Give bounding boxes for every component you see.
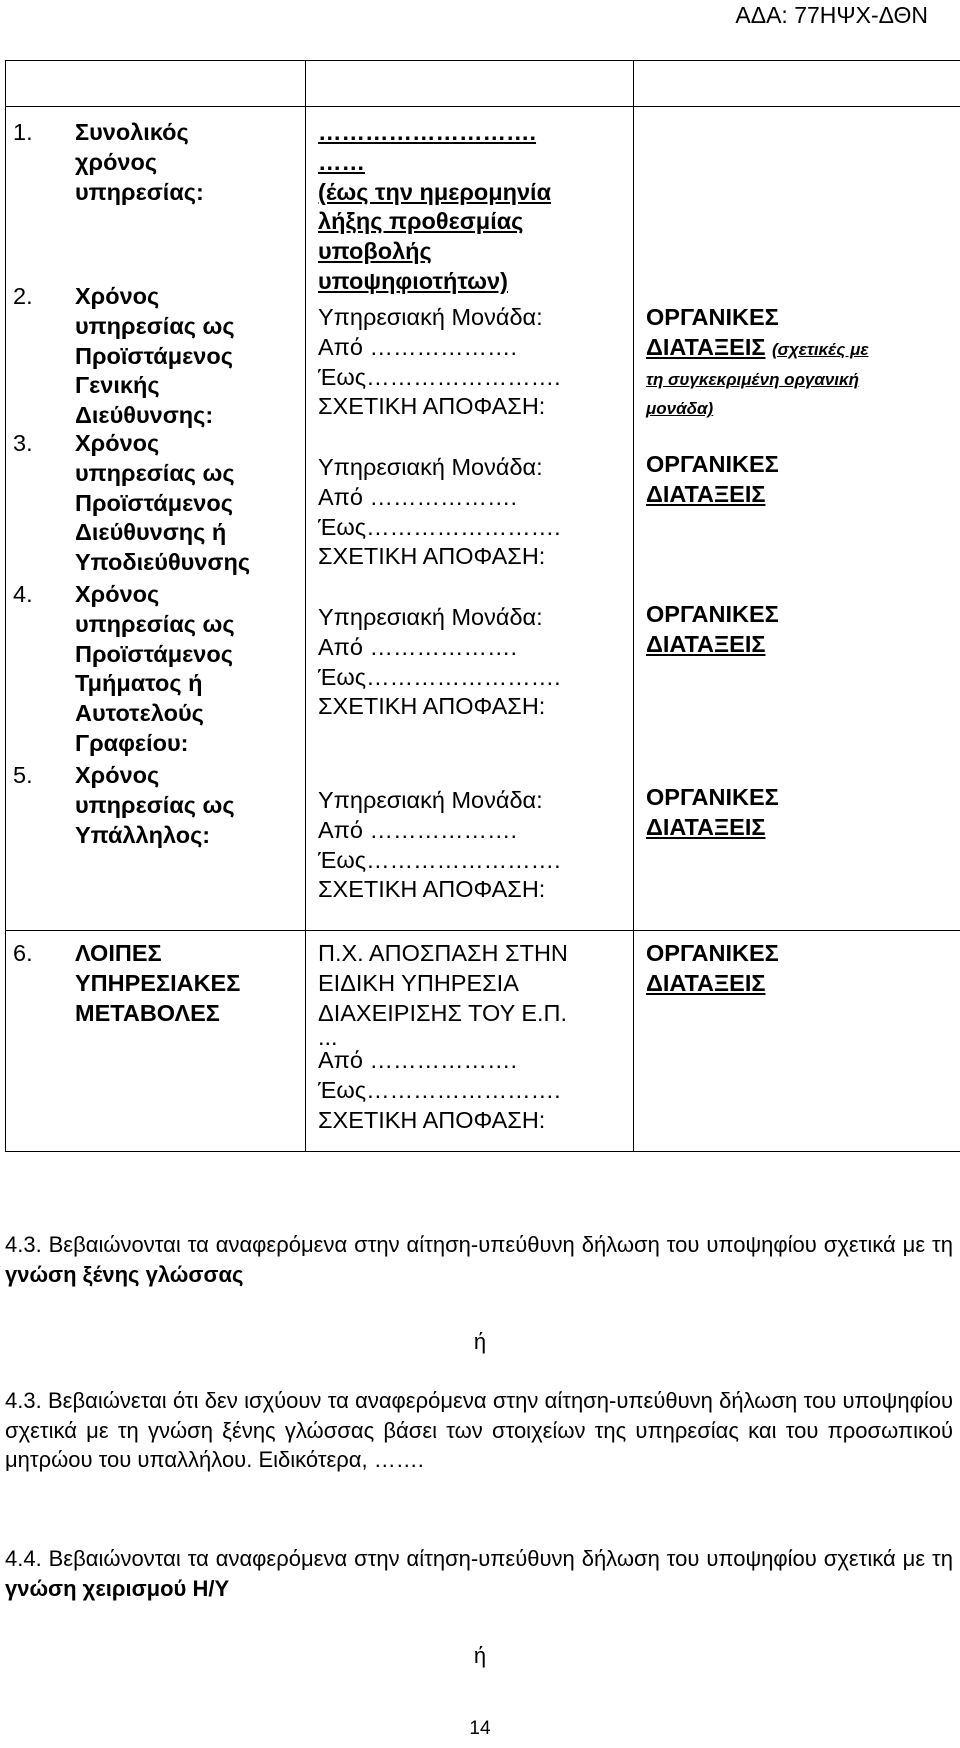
unit-block-3: Υπηρεσιακή Μονάδα: Από ………………. Έως……………………. ΣΧΕΤΙΚΗ ΑΠΟΦΑΣΗ:	[318, 454, 561, 570]
table-body-row	[6, 107, 960, 931]
org-provision-2: ΟΡΓΑΝΙΚΕΣ ΔΙΑΤΑΞΕΙΣ (σχετικές με τη συγκεκριμένη οργανική μονάδα)	[646, 304, 869, 419]
row-1-label: 1. Συνολικός χρόνος υπηρεσίας:	[13, 119, 204, 205]
other-changes-block: Π.Χ. ΑΠΟΣΠΑΣΗ ΣΤΗΝ ΕΙΔΙΚΗ ΥΠΗΡΕΣΙΑ ΔΙΑΧΕΙΡΙΣΗΣ ΤΟΥ Ε.Π. ... Από ………………. Έως……………………. ΣΧΕΤΙΚΗ ΑΠΟΦΑΣΗ:	[318, 940, 568, 1133]
period-cell	[306, 107, 634, 931]
category-cell	[6, 107, 306, 931]
paragraph-computer-skills: 4.4. Βεβαιώνονται τα αναφερόμενα στην αίτηση-υπεύθυνη δήλωση του υποψηφίου σχετικά με τη γνώση χειρισμού Η/Υ	[5, 1546, 953, 1601]
paragraph-language-not-valid: 4.3. Βεβαιώνεται ότι δεν ισχύουν τα αναφερόμενα στην αίτηση-υπεύθυνη δήλωση του υποψηφίου σχετικά με τη γνώση ξένης γλώσσας βάσει των στοιχείων της υπηρεσίας και του προσωπικού μητρώου του υπαλλήλου. Ειδικότερα, …….	[5, 1388, 953, 1472]
table-row-other	[6, 931, 960, 1152]
row-6-label: 6. ΛΟΙΠΕΣ ΥΠΗΡΕΣΙΑΚΕΣ ΜΕΤΑΒΟΛΕΣ	[13, 940, 241, 1026]
page-number: 14	[469, 1718, 491, 1739]
unit-block-5: Υπηρεσιακή Μονάδα: Από ………………. Έως……………………. ΣΧΕΤΙΚΗ ΑΠΟΦΑΣΗ:	[318, 787, 561, 903]
service-table	[5, 60, 960, 1152]
ada-code: ΑΔΑ: 77ΗΨΧ-ΔΘΝ	[735, 2, 928, 28]
total-service-block: ………………………. …… (έως την ημερομηνία λήξης προθεσμίας υποβολής υποψηφιοτήτων)	[318, 119, 552, 294]
unit-block-4: Υπηρεσιακή Μονάδα: Από ………………. Έως……………………. ΣΧΕΤΙΚΗ ΑΠΟΦΑΣΗ:	[318, 604, 561, 720]
org-provision-4: ΟΡΓΑΝΙΚΕΣ ΔΙΑΤΑΞΕΙΣ	[646, 601, 779, 657]
provision-cell	[634, 107, 960, 931]
unit-block-2: Υπηρεσιακή Μονάδα: Από ………………. Έως……………………. ΣΧΕΤΙΚΗ ΑΠΟΦΑΣΗ:	[318, 304, 561, 420]
row-2-label: 2. Χρόνος υπηρεσίας ως Προϊστάμενος Γενικής Διεύθυνσης:	[13, 283, 235, 429]
row-5-label: 5. Χρόνος υπηρεσίας ως Υπάλληλος:	[13, 762, 235, 848]
row-3-label: 3. Χρόνος υπηρεσίας ως Προϊστάμενος Διεύθυνσης ή Υποδιεύθυνσης	[13, 430, 251, 576]
org-provision-3: ΟΡΓΑΝΙΚΕΣ ΔΙΑΤΑΞΕΙΣ	[646, 451, 779, 507]
org-provision-5: ΟΡΓΑΝΙΚΕΣ ΔΙΑΤΑΞΕΙΣ	[646, 784, 779, 840]
row-4-label: 4. Χρόνος υπηρεσίας ως Προϊστάμενος Τμήματος ή Αυτοτελούς Γραφείου:	[13, 581, 235, 756]
paragraph-language-confirmed: 4.3. Βεβαιώνονται τα αναφερόμενα στην αίτηση-υπεύθυνη δήλωση του υποψηφίου σχετικά με τη γνώση ξένης γλώσσας	[5, 1232, 953, 1287]
or-separator-1: ή	[473, 1329, 487, 1354]
table-header-row	[6, 61, 960, 107]
or-separator-2: ή	[473, 1643, 487, 1668]
org-provision-6: ΟΡΓΑΝΙΚΕΣ ΔΙΑΤΑΞΕΙΣ	[646, 940, 779, 996]
